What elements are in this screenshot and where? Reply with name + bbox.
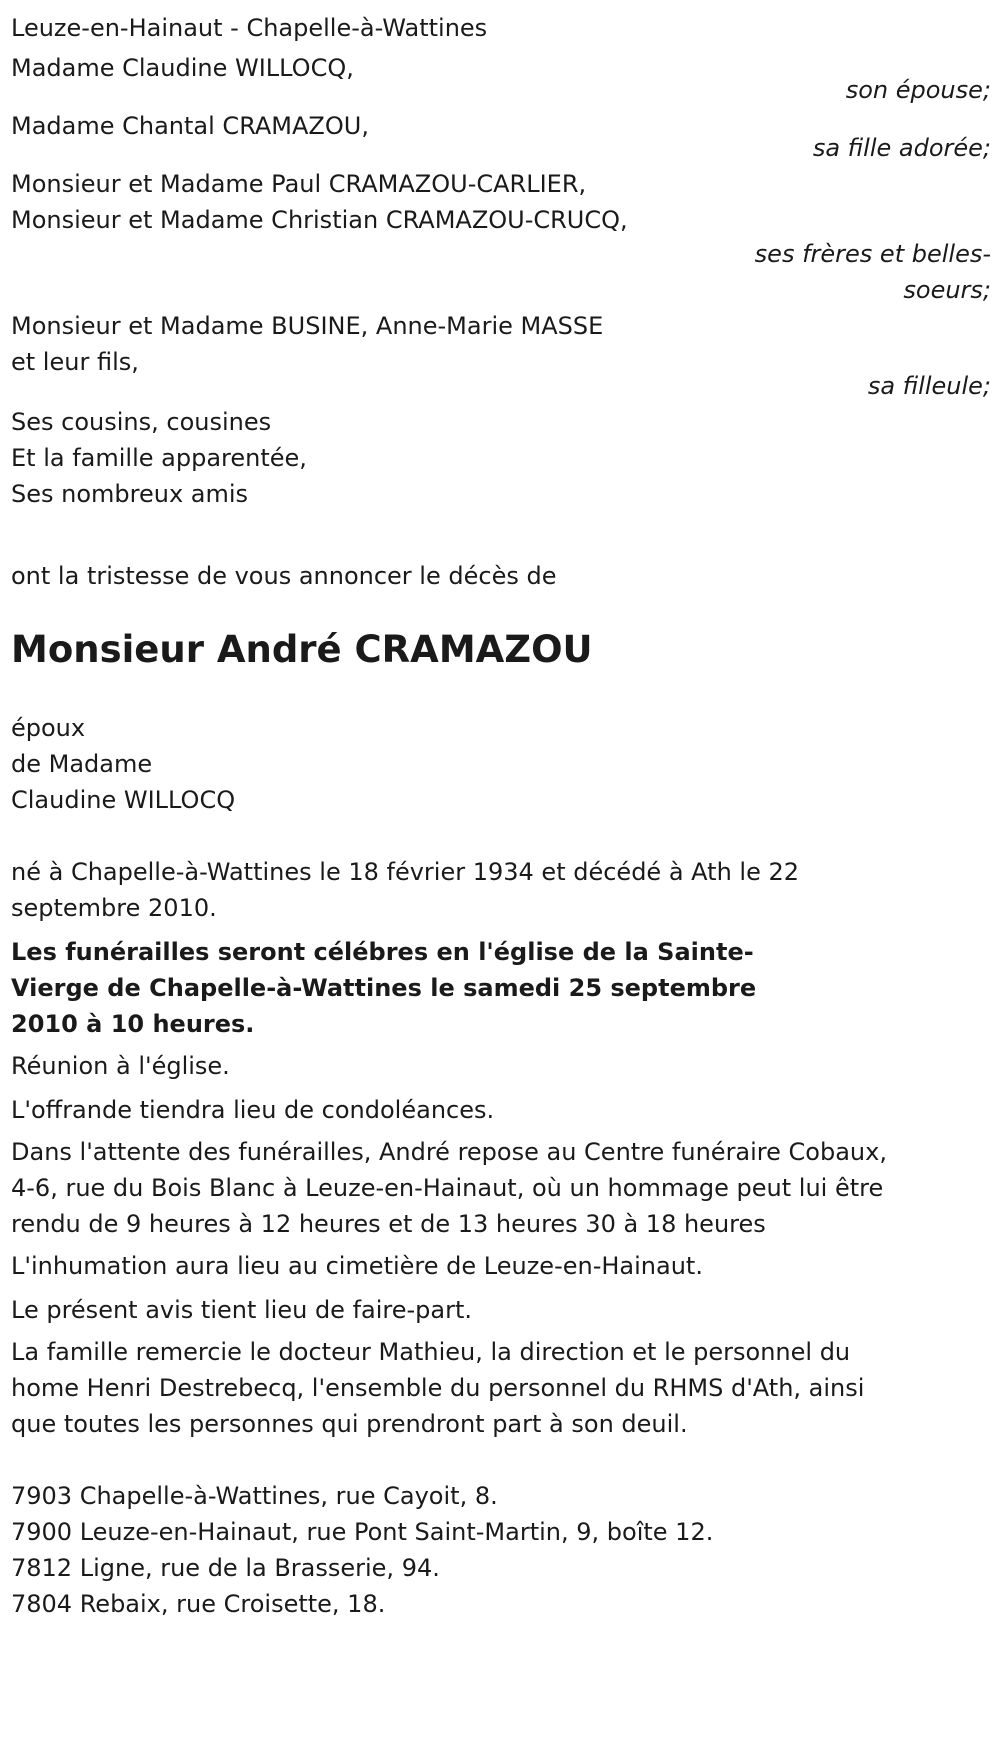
relatives-line: Et la famille apparentée, [11, 444, 307, 472]
relatives-line: Ses nombreux amis [11, 480, 249, 508]
family-name: Madame Chantal CRAMAZOU, [11, 112, 369, 140]
announcement-text: ont la tristesse de vous annoncer le décès de [11, 562, 557, 590]
spouse-line: de Madame [11, 750, 153, 778]
address-line: 7812 Ligne, rue de la Brasserie, 94. [11, 1554, 440, 1582]
family-role: ses frères et belles- [754, 240, 991, 268]
funeral-ceremony: Les funérailles seront célébres en l'église de la Sainte-Vierge de Chapelle-à-Wattines le samedi 25 septembre 2010 à 10 heures. [11, 938, 757, 1038]
family-name: Monsieur et Madame Christian CRAMAZOU-CRUCQ, [11, 206, 628, 234]
family-role: son épouse; [845, 76, 991, 104]
meeting-place: Réunion à l'église. [11, 1052, 230, 1080]
family-group-goddaughter [11, 308, 991, 406]
offering-note: L'offrande tiendra lieu de condoléances. [11, 1096, 495, 1124]
spouse-line: Claudine WILLOCQ [11, 786, 236, 814]
notice-statement: Le présent avis tient lieu de faire-part. [11, 1296, 473, 1324]
relatives-line: Ses cousins, cousines [11, 408, 272, 436]
family-addresses [11, 1478, 991, 1622]
thanks-message: La famille remercie le docteur Mathieu, la direction et le personnel du home Henri Destrebecq, l'ensemble du personnel du RHMS d'Ath, ainsi que toutes les personnes qui prendront part à son deuil. [11, 1338, 865, 1438]
deceased-name: Monsieur André CRAMAZOU [11, 628, 593, 671]
family-name: Madame Claudine WILLOCQ, [11, 54, 354, 82]
family-role: sa fille adorée; [812, 134, 991, 162]
birth-death-dates: né à Chapelle-à-Wattines le 18 février 1934 et décédé à Ath le 22 septembre 2010. [11, 858, 800, 922]
burial-info: L'inhumation aura lieu au cimetière de Leuze-en-Hainaut. [11, 1252, 703, 1280]
location-header: Leuze-en-Hainaut - Chapelle-à-Wattines [11, 14, 488, 42]
family-group-spouse [11, 48, 991, 110]
family-group-daughter [11, 106, 991, 168]
family-name: Monsieur et Madame BUSINE, Anne-Marie MASSE [11, 312, 604, 340]
address-line: 7903 Chapelle-à-Wattines, rue Cayoit, 8. [11, 1482, 498, 1510]
obituary-notice [11, 8, 991, 1622]
spouse-info [11, 710, 991, 818]
other-relatives [11, 404, 991, 512]
address-line: 7900 Leuze-en-Hainaut, rue Pont Saint-Martin, 9, boîte 12. [11, 1518, 714, 1546]
family-role: soeurs; [903, 276, 991, 304]
family-name: et leur fils, [11, 348, 139, 376]
address-line: 7804 Rebaix, rue Croisette, 18. [11, 1590, 386, 1618]
family-role: sa filleule; [867, 372, 991, 400]
family-group-siblings [11, 166, 991, 308]
family-name: Monsieur et Madame Paul CRAMAZOU-CARLIER, [11, 170, 587, 198]
repose-info: Dans l'attente des funérailles, André repose au Centre funéraire Cobaux, 4-6, rue du Bois Blanc à Leuze-en-Hainaut, où un hommage peut lui être rendu de 9 heures à 12 heures et de 13 heures 30 à 18 heures [11, 1138, 887, 1238]
spouse-line: époux [11, 714, 86, 742]
